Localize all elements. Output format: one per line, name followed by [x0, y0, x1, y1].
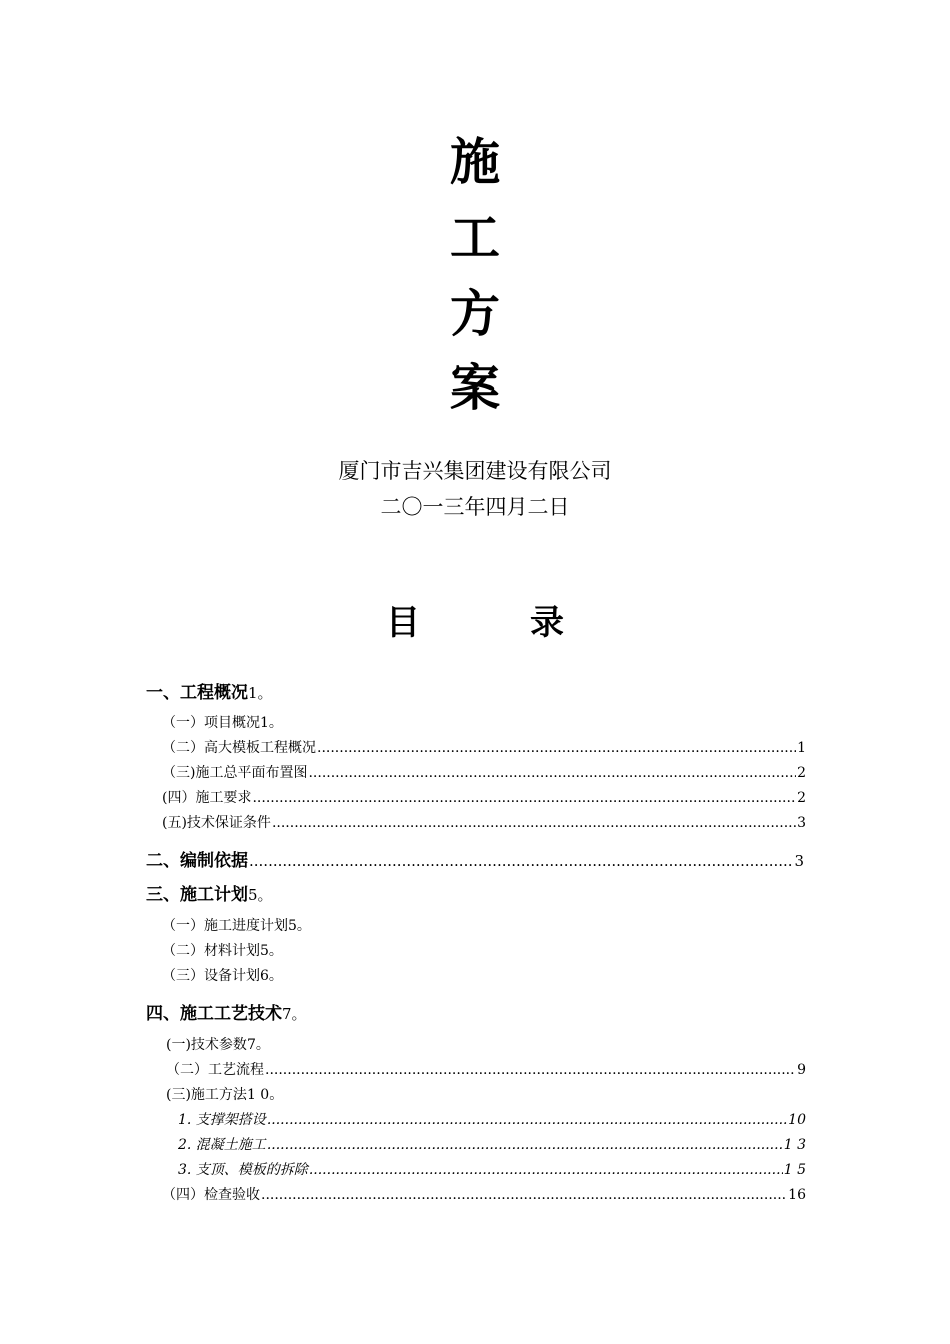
toc-leader-dots	[272, 815, 796, 831]
toc-entry-page: 7。	[282, 1005, 307, 1023]
toc-entry[interactable]	[166, 1059, 806, 1079]
toc-entry-label: （三)施工总平面布置图	[162, 765, 308, 781]
toc-entry-page: 1。	[260, 715, 283, 731]
toc-entry[interactable]	[162, 762, 806, 782]
toc-leader-dots	[308, 765, 796, 781]
cover-title-char-4: 案	[450, 358, 500, 417]
toc-entry[interactable]	[166, 1034, 270, 1054]
toc-entry[interactable]	[162, 812, 806, 832]
toc-entry[interactable]	[178, 1134, 806, 1154]
toc-leader-dots	[267, 1112, 787, 1128]
toc-entry[interactable]	[162, 965, 283, 985]
toc-entry-label: (一)技术参数	[166, 1037, 247, 1053]
toc-entry-label: 1. 支撑架搭设	[178, 1112, 266, 1128]
toc-entry-page: 7。	[246, 1037, 270, 1053]
toc-entry-label: （一）项目概况	[162, 715, 260, 731]
toc-entry-page: 5。	[260, 943, 283, 959]
toc-entry-page: 9	[797, 1062, 806, 1078]
cover-title-char-1: 施	[450, 132, 500, 191]
toc-entry-page: 1 3	[783, 1137, 806, 1153]
toc-entry-page: 1 0。	[246, 1087, 284, 1103]
toc-entry[interactable]	[162, 737, 806, 757]
toc-entry-page: 6。	[260, 968, 283, 984]
company-name: 厦门市吉兴集团建设有限公司	[338, 459, 612, 483]
toc-entry-page: 1	[797, 740, 806, 756]
toc-entry-page: 1 5	[783, 1162, 806, 1178]
toc-title-right: 录	[530, 603, 564, 643]
toc-entry-label: （二）工艺流程	[166, 1062, 264, 1078]
toc-entry-page: 3	[797, 815, 806, 831]
cover-title-char-3: 方	[450, 284, 500, 343]
toc-leader-dots	[249, 852, 793, 870]
document-date: 二〇一三年四月二日	[380, 495, 570, 519]
toc-entry[interactable]	[146, 999, 307, 1024]
toc-entry-page: 2	[797, 790, 806, 806]
toc-entry-label: 一、工程概况	[146, 683, 248, 703]
toc-entry-label: (五)技术保证条件	[162, 815, 271, 831]
toc-entry-page: 1。	[248, 684, 273, 702]
toc-title-left: 目	[386, 603, 420, 643]
toc-entry[interactable]	[178, 1109, 806, 1129]
toc-entry-label: (三)施工方法	[166, 1087, 247, 1103]
toc-entry-label: 三、施工计划	[146, 885, 248, 905]
toc-entry-label: （一）施工进度计划	[162, 918, 288, 934]
toc-entry[interactable]	[162, 787, 806, 807]
toc-entry[interactable]	[146, 880, 273, 905]
toc-entry-label: （四）检查验收	[162, 1187, 260, 1203]
toc-entry[interactable]	[166, 1084, 283, 1104]
toc-entry-label: 2. 混凝土施工	[178, 1137, 266, 1153]
toc-leader-dots	[309, 1162, 783, 1178]
toc-entry[interactable]	[162, 712, 283, 732]
toc-entry[interactable]	[146, 846, 804, 871]
toc-leader-dots	[261, 1187, 787, 1203]
toc-entry[interactable]	[162, 940, 283, 960]
toc-entry-page: 10	[788, 1112, 806, 1128]
toc-leader-dots	[265, 1062, 796, 1078]
toc-entry-label: （二）材料计划	[162, 943, 260, 959]
toc-entry-label: 四、施工工艺技术	[146, 1004, 282, 1024]
toc-entry-page: 5。	[248, 886, 273, 904]
toc-entry-label: (四）施工要求	[162, 790, 252, 806]
toc-entry-label: 3. 支顶、模板的拆除	[178, 1162, 308, 1178]
toc-leader-dots	[267, 1137, 783, 1153]
toc-entry-page: 16	[788, 1187, 806, 1203]
toc-entry-page: 3	[794, 852, 804, 870]
toc-entry-label: （三）设备计划	[162, 968, 260, 984]
cover-title-char-2: 工	[450, 208, 500, 267]
toc-entry[interactable]	[178, 1159, 806, 1179]
toc-entry-page: 2	[797, 765, 806, 781]
toc-entry-label: （二）高大模板工程概况	[162, 740, 316, 756]
toc-entry-page: 5。	[288, 918, 311, 934]
toc-title	[0, 600, 950, 646]
toc-entry[interactable]	[162, 1184, 806, 1204]
toc-entry[interactable]	[146, 678, 273, 703]
toc-entry[interactable]	[162, 915, 311, 935]
toc-entry-label: 二、编制依据	[146, 851, 248, 871]
toc-leader-dots	[317, 740, 796, 756]
toc-leader-dots	[252, 790, 796, 806]
